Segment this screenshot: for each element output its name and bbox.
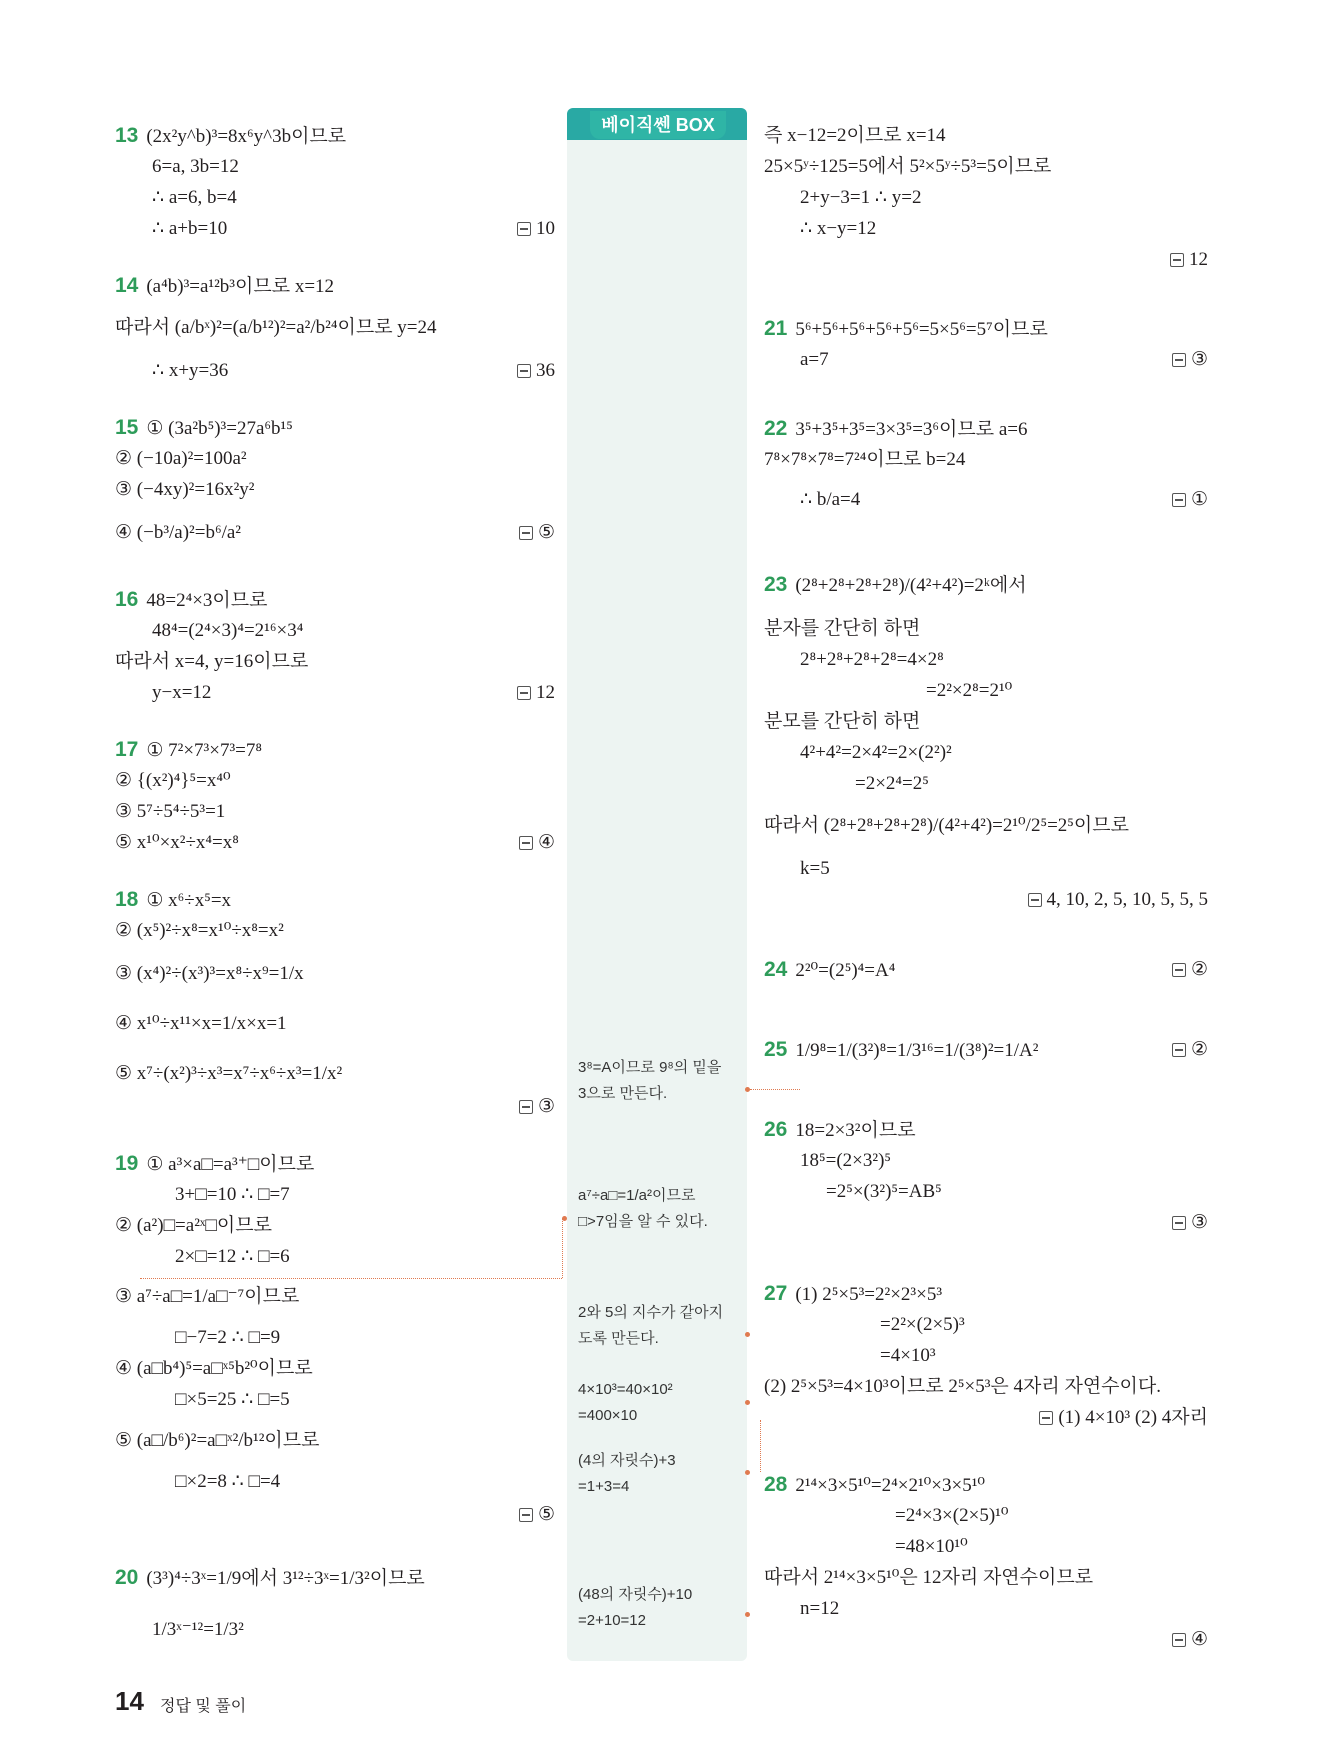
right-solution-line: [764, 317, 1048, 342]
left-solution-line: [175, 1183, 290, 1207]
answer-value: 12: [1189, 249, 1208, 270]
solution-text: y−x=12: [152, 682, 212, 703]
solution-text: 2⁸+2⁸+2⁸+2⁸=4×2⁸: [800, 649, 944, 670]
solution-text: 4²+4²=2×4²=2×(2²)²: [800, 742, 952, 763]
answer-mark: [519, 521, 555, 545]
problem-number: 21: [764, 317, 788, 340]
left-solution-line: [115, 1357, 313, 1381]
solution-text: (a⁴b)³=a¹²b³이므로 x=12: [146, 276, 335, 297]
answer-mark: [519, 1503, 555, 1527]
answer-value: ②: [1190, 959, 1208, 980]
box-note-line: 2와 5의 지수가 같아지: [578, 1304, 724, 1321]
right-solution-line: [764, 155, 1051, 179]
solution-text: =4×10³: [880, 1345, 936, 1366]
solution-text: 1/3ˣ⁻¹²=1/3²: [152, 1619, 244, 1640]
left-solution-line: [115, 650, 308, 674]
solution-text: ∴ a=6, b=4: [152, 187, 237, 208]
right-solution-line: [800, 1597, 839, 1621]
answer-value: ⑤: [537, 522, 555, 543]
left-solution-line: [115, 1285, 299, 1309]
right-solution-line: [764, 1375, 1161, 1399]
solution-text: ② (−10a)²=100a²: [115, 448, 247, 469]
answer-mark: [1172, 1038, 1208, 1062]
left-solution-line: [115, 124, 346, 149]
solution-text: ∴ x+y=36: [152, 360, 229, 381]
solution-text: (2x²y^b)³=8x⁶y^3b이므로: [146, 126, 347, 147]
left-solution-line: [152, 619, 303, 643]
answer-mark: [519, 831, 555, 855]
left-solution-line: [115, 1152, 314, 1177]
box-note-line: 도록 만든다.: [578, 1330, 659, 1347]
left-solution-line: [115, 1429, 320, 1453]
problem-number: 18: [115, 888, 139, 911]
right-solution-line: [895, 1504, 1008, 1528]
left-solution-line: [152, 681, 211, 705]
solution-text: =2⁵×(3²)⁵=AB⁵: [826, 1181, 942, 1202]
solution-text: 따라서 x=4, y=16이므로: [115, 651, 309, 672]
problem-number: 24: [764, 958, 788, 981]
answer-value: 12: [536, 682, 555, 703]
solution-text: ② (x⁵)²÷x⁸=x¹⁰÷x⁸=x²: [115, 920, 284, 941]
solution-text: 25×5ʸ÷125=5에서 5²×5ʸ÷5³=5이므로: [764, 156, 1052, 177]
answer-icon: [1172, 963, 1186, 977]
problem-number: 16: [115, 588, 139, 611]
answer-icon: [517, 364, 531, 378]
box-note: [578, 1300, 723, 1352]
left-solution-line: [115, 962, 304, 986]
solution-text: ③ 5⁷÷5⁴÷5³=1: [115, 801, 226, 822]
problem-number: 26: [764, 1118, 788, 1141]
solution-text: 2²⁰=(2⁵)⁴=A⁴: [795, 960, 896, 981]
answer-icon: [1172, 493, 1186, 507]
solution-text: 5⁶+5⁶+5⁶+5⁶+5⁶=5×5⁶=5⁷이므로: [795, 319, 1048, 340]
answer-value: 10: [536, 218, 555, 239]
answer-mark: [517, 681, 555, 705]
solution-text: 분모를 간단히 하면: [764, 711, 921, 732]
right-solution-line: [764, 710, 920, 734]
problem-number: 13: [115, 124, 139, 147]
right-solution-line: [764, 448, 965, 472]
left-solution-line: [115, 919, 284, 943]
problem-number: 14: [115, 274, 139, 297]
solution-text: (1) 2⁵×5³=2²×2³×5³: [795, 1284, 943, 1305]
left-solution-line: [115, 769, 231, 793]
answer-icon: [519, 836, 533, 850]
right-solution-line: [764, 124, 946, 148]
page-number: 14: [115, 1686, 144, 1716]
answer-value: ⑤: [537, 1504, 555, 1525]
answer-mark: [1172, 488, 1208, 512]
box-note-line: 4×10³=40×10²: [578, 1381, 673, 1398]
solution-text: 분자를 간단히 하면: [764, 618, 921, 639]
answer-mark: [1172, 958, 1208, 982]
box-note-line: (4의 자릿수)+3: [578, 1452, 676, 1469]
solution-text: ① (3a²b⁵)³=27a⁶b¹⁵: [146, 418, 293, 439]
left-solution-line: [115, 888, 231, 913]
left-solution-line: [115, 1012, 287, 1036]
solution-text: ② (a²)□=a²ˣ□이므로: [115, 1215, 272, 1236]
page-footer-label: 정답 및 풀이: [160, 1698, 247, 1715]
solution-text: 2+y−3=1 ∴ y=2: [800, 187, 922, 208]
right-solution-line: [880, 1313, 965, 1337]
leader-line: [140, 1278, 562, 1279]
solution-text: 따라서 (2⁸+2⁸+2⁸+2⁸)/(4²+4²)=2¹⁰/2⁵=2⁵이므로: [764, 815, 1129, 836]
answer-value: ①: [1190, 489, 1208, 510]
solution-text: (3³)⁴÷3ˣ=1/9에서 3¹²÷3ˣ=1/3²이므로: [146, 1568, 425, 1589]
left-solution-line: [115, 447, 247, 471]
leader-line: [562, 1218, 563, 1278]
left-solution-line: [152, 359, 228, 383]
left-solution-line: [175, 1470, 280, 1494]
box-note-line: =1+3=4: [578, 1478, 630, 1495]
answer-icon: [519, 1508, 533, 1522]
left-solution-line: [115, 478, 254, 502]
solution-text: 2¹⁴×3×5¹⁰=2⁴×2¹⁰×3×5¹⁰: [795, 1475, 986, 1496]
left-solution-line: [152, 155, 239, 179]
left-solution-line: [152, 1618, 244, 1642]
right-solution-line: [800, 186, 921, 210]
left-solution-line: [115, 521, 241, 545]
solution-text: ∴ x−y=12: [800, 218, 877, 239]
solution-text: =2²×(2×5)³: [880, 1314, 965, 1335]
solution-text: ⑤ x¹⁰×x²÷x⁴=x⁸: [115, 832, 239, 853]
solution-text: n=12: [800, 1598, 840, 1619]
solution-text: □−7=2 ∴ □=9: [175, 1327, 281, 1348]
answer-value: 36: [536, 360, 555, 381]
right-solution-line: [800, 857, 830, 881]
solution-text: ④ (−b³/a)²=b⁶/a²: [115, 522, 242, 543]
answer-value: (1) 4×10³ (2) 4자리: [1058, 1407, 1208, 1428]
right-solution-line: [764, 814, 1129, 838]
solution-text: (2) 2⁵×5³=4×10³이므로 2⁵×5³은 4자리 자연수이다.: [764, 1376, 1161, 1397]
answer-mark: [1028, 888, 1209, 912]
box-note: [578, 1055, 721, 1107]
right-solution-line: [764, 1473, 985, 1498]
answer-mark: [1172, 1211, 1208, 1235]
leader-dot: [745, 1400, 750, 1405]
solution-text: ① 7²×7³×7³=7⁸: [146, 740, 263, 761]
right-solution-line: [800, 1149, 891, 1173]
solution-text: ∴ b/a=4: [800, 489, 861, 510]
answer-icon: [517, 686, 531, 700]
leader-dot: [745, 1470, 750, 1475]
left-solution-line: [175, 1326, 280, 1350]
solution-text: 3+□=10 ∴ □=7: [175, 1184, 290, 1205]
solution-text: =2⁴×3×(2×5)¹⁰: [895, 1505, 1009, 1526]
problem-number: 17: [115, 738, 139, 761]
solution-text: 3⁵+3⁵+3⁵=3×3⁵=3⁶이므로 a=6: [795, 419, 1028, 440]
problem-number: 22: [764, 417, 788, 440]
solution-text: =48×10¹⁰: [895, 1536, 968, 1557]
answer-icon: [519, 526, 533, 540]
solution-text: ∴ a+b=10: [152, 218, 228, 239]
solution-text: ④ x¹⁰÷x¹¹×x=1/x×x=1: [115, 1013, 287, 1034]
left-solution-line: [175, 1245, 290, 1269]
answer-icon: [517, 222, 531, 236]
right-solution-line: [800, 648, 944, 672]
right-solution-line: [895, 1535, 968, 1559]
solution-text: ③ (x⁴)²÷(x³)³=x⁸÷x⁹=1/x: [115, 963, 304, 984]
box-note: [578, 1582, 692, 1634]
left-solution-line: [115, 416, 293, 441]
solution-text: ④ (a□b⁴)⁵=a□ˣ⁵b²⁰이므로: [115, 1358, 313, 1379]
leader-dot: [745, 1332, 750, 1337]
right-solution-line: [764, 1566, 1093, 1590]
right-solution-line: [826, 1180, 942, 1204]
right-solution-line: [800, 348, 829, 372]
basic-box-title: 베이직쎈 BOX: [590, 111, 726, 139]
problem-number: 23: [764, 573, 788, 596]
answer-icon: [1172, 1633, 1186, 1647]
right-solution-line: [800, 741, 952, 765]
left-solution-line: [175, 1388, 290, 1412]
solution-text: ⑤ (a□/b⁶)²=a□ˣ²/b¹²이므로: [115, 1430, 320, 1451]
solution-text: 18=2×3²이므로: [795, 1120, 916, 1141]
answer-mark: [1039, 1406, 1208, 1430]
box-note-line: (48의 자릿수)+10: [578, 1586, 693, 1603]
left-solution-line: [115, 588, 267, 613]
answer-mark: [517, 359, 555, 383]
box-note: [578, 1183, 708, 1235]
solution-text: ③ (−4xy)²=16x²y²: [115, 479, 255, 500]
solution-text: k=5: [800, 858, 830, 879]
leader-line: [760, 1420, 761, 1472]
answer-mark: [519, 1095, 555, 1119]
leader-line: [750, 1089, 800, 1090]
right-solution-line: [764, 417, 1028, 442]
right-solution-line: [764, 573, 1027, 598]
solution-text: 따라서 (a/bˣ)²=(a/b¹²)²=a²/b²⁴이므로 y=24: [115, 317, 437, 338]
box-note-line: a⁷÷a□=1/a²이므로: [578, 1187, 696, 1204]
answer-value: ②: [1190, 1039, 1208, 1060]
answer-value: ③: [1190, 349, 1208, 370]
solution-text: ⑤ x⁷÷(x²)³÷x³=x⁷÷x⁶÷x³=1/x²: [115, 1063, 343, 1084]
solution-text: ③ a⁷÷a□=1/a□⁻⁷이므로: [115, 1286, 300, 1307]
left-solution-line: [115, 1062, 342, 1086]
problem-number: 25: [764, 1038, 788, 1061]
answer-mark: [517, 217, 555, 241]
answer-icon: [1039, 1411, 1053, 1425]
answer-mark: [1172, 1628, 1208, 1652]
solution-text: ① a³×a□=a³⁺□이므로: [146, 1154, 315, 1175]
answer-icon: [1172, 1216, 1186, 1230]
box-note: [578, 1448, 676, 1500]
right-solution-line: [764, 958, 895, 983]
left-solution-line: [115, 800, 225, 824]
right-solution-line: [855, 772, 929, 796]
solution-text: □×5=25 ∴ □=5: [175, 1389, 290, 1410]
left-solution-line: [115, 831, 239, 855]
leader-dot: [745, 1612, 750, 1617]
problem-number: 27: [764, 1282, 788, 1305]
solution-text: a=7: [800, 349, 829, 370]
problem-number: 20: [115, 1566, 139, 1589]
right-solution-line: [764, 1118, 916, 1143]
left-solution-line: [115, 1566, 425, 1591]
solution-text: ① x⁶÷x⁵=x: [146, 890, 232, 911]
left-solution-line: [152, 217, 227, 241]
left-solution-line: [115, 316, 437, 340]
solution-text: ② {(x²)⁴}⁵=x⁴⁰: [115, 770, 231, 791]
solution-text: (2⁸+2⁸+2⁸+2⁸)/(4²+4²)=2ᵏ에서: [795, 575, 1027, 596]
left-solution-line: [115, 274, 334, 299]
answer-value: 4, 10, 2, 5, 10, 5, 5, 5: [1046, 889, 1208, 910]
solution-text: 48⁴=(2⁴×3)⁴=2¹⁶×3⁴: [152, 620, 304, 641]
solution-text: 48=2⁴×3이므로: [146, 590, 268, 611]
solution-text: =2×2⁴=2⁵: [855, 773, 929, 794]
answer-icon: [1028, 893, 1042, 907]
box-note-line: =2+10=12: [578, 1612, 646, 1629]
answer-value: ③: [537, 1096, 555, 1117]
answer-icon: [1172, 353, 1186, 367]
answer-value: ④: [537, 832, 555, 853]
right-solution-line: [764, 1282, 942, 1307]
problem-number: 15: [115, 416, 139, 439]
answer-icon: [1170, 253, 1184, 267]
box-note-line: 3으로 만든다.: [578, 1085, 668, 1102]
answer-value: ④: [1190, 1629, 1208, 1650]
box-note-line: □>7임을 알 수 있다.: [578, 1213, 708, 1230]
right-solution-line: [926, 679, 1012, 703]
problem-number: 28: [764, 1473, 788, 1496]
solution-text: 6=a, 3b=12: [152, 156, 239, 177]
box-note: [578, 1377, 673, 1429]
answer-mark: [1172, 348, 1208, 372]
answer-icon: [1172, 1043, 1186, 1057]
right-solution-line: [800, 217, 876, 241]
box-note-line: =400×10: [578, 1407, 638, 1424]
right-solution-line: [764, 617, 920, 641]
left-solution-line: [115, 738, 262, 763]
solution-text: □×2=8 ∴ □=4: [175, 1471, 281, 1492]
left-solution-line: [152, 186, 237, 210]
solution-text: 따라서 2¹⁴×3×5¹⁰은 12자리 자연수이므로: [764, 1567, 1094, 1588]
solution-text: 2×□=12 ∴ □=6: [175, 1246, 290, 1267]
solution-text: 18⁵=(2×3²)⁵: [800, 1150, 892, 1171]
answer-mark: [1170, 248, 1208, 272]
right-solution-line: [880, 1344, 936, 1368]
solution-text: =2²×2⁸=2¹⁰: [926, 680, 1013, 701]
box-note-line: 3⁸=A이므로 9⁸의 밑을: [578, 1059, 722, 1076]
answer-icon: [519, 1100, 533, 1114]
left-solution-line: [115, 1214, 272, 1238]
solution-text: 즉 x−12=2이므로 x=14: [764, 125, 946, 146]
right-solution-line: [764, 1038, 1038, 1063]
problem-number: 19: [115, 1152, 139, 1175]
solution-text: 7⁸×7⁸×7⁸=7²⁴이므로 b=24: [764, 449, 966, 470]
right-solution-line: [800, 488, 860, 512]
answer-value: ③: [1190, 1212, 1208, 1233]
solution-text: 1/9⁸=1/(3²)⁸=1/3¹⁶=1/(3⁸)²=1/A²: [795, 1040, 1039, 1061]
